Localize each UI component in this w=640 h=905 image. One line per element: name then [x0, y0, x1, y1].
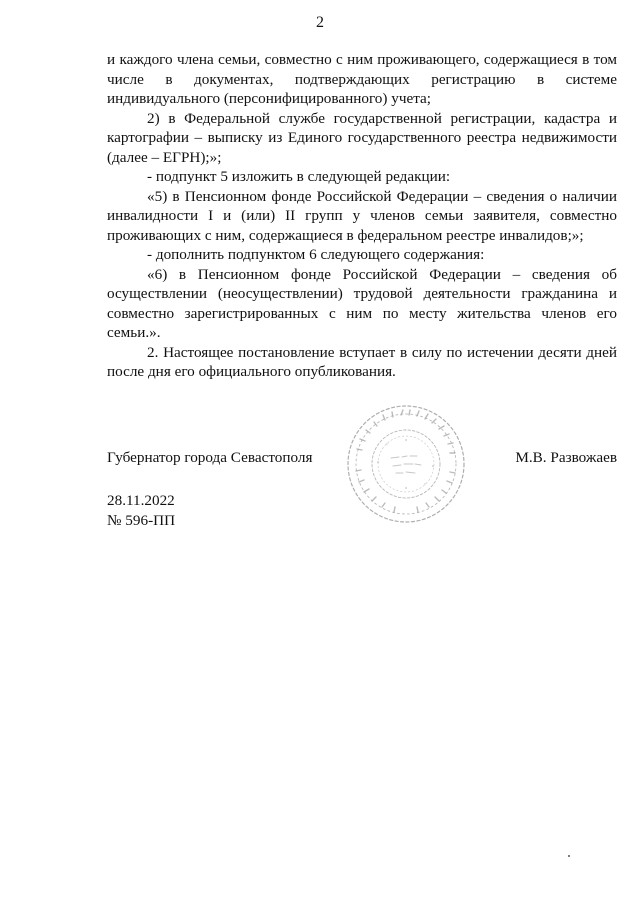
document-body: [107, 50, 617, 382]
official-seal-stamp: [343, 400, 469, 528]
page-number: 2: [316, 14, 324, 31]
document-date: 28.11.2022: [107, 492, 175, 509]
paragraph-subpoint-6-intro: - дополнить подпунктом 6 следующего содержания:: [147, 246, 485, 263]
paragraph-subpoint-5-intro: - подпункт 5 изложить в следующей редакции:: [147, 168, 451, 185]
signatory-title: Губернатор города Севастополя: [107, 449, 313, 466]
paragraph-subpoint-5: «5) в Пенсионном фонде Российской Федерации – сведения о наличии инвалидности I и (или) II групп у членов семьи заявителя, совместно проживающих с ним, содержащиеся в федеральном реестре инвалидов;»;: [107, 187, 617, 244]
paragraph-subpoint-6: «6) в Пенсионном фонде Российской Федерации – сведения об осуществлении (неосуществлении) трудовой деятельности гражданина и совместно зарегистрированных с ним по месту жительства членов его семьи.».: [107, 265, 617, 341]
scan-speck: [568, 855, 570, 857]
signatory-name: М.В. Развожаев: [515, 449, 617, 466]
document-meta: [107, 491, 175, 530]
paragraph-item-2: 2) в Федеральной службе государственной регистрации, кадастра и картографии – выписку из Единого государственного реестра недвижимости (далее – ЕГРН);»;: [107, 109, 617, 166]
paragraph-effective-date: 2. Настоящее постановление вступает в силу по истечении десяти дней после дня его официального опубликования.: [107, 343, 617, 380]
paragraph-continuation: и каждого члена семьи, совместно с ним проживающего, содержащиеся в том числе в документах, подтверждающих регистрацию в системе индивидуального (персонифицированного) учета;: [107, 51, 617, 107]
document-number: № 596-ПП: [107, 511, 176, 529]
